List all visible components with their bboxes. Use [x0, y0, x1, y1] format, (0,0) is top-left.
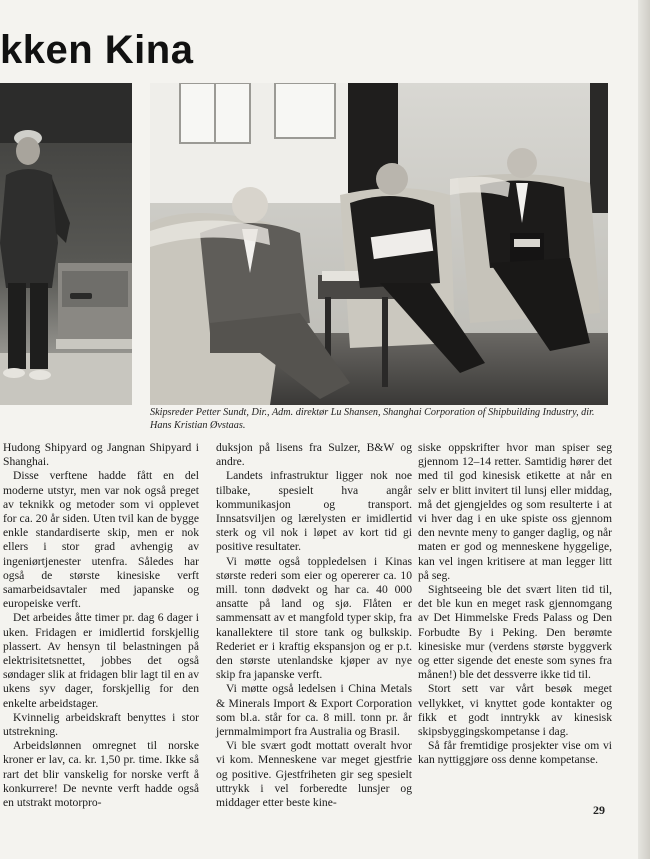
paragraph: Vi møtte også toppledelsen i Kinas største rederi som eier og opererer ca. 10 mill. tonn dødvekt og har ca. 40 000 ansatte på land og sjø. Flåten er sammensatt av et mangfold typer skip, fra kanallektere til store tank og bulkskip. Rederiet er i kraftig ekspansjon og er p.t. den største utenlandske kjøper av nye skip fra japanske verft. [216, 554, 412, 682]
photo-meeting-image [150, 83, 608, 405]
article-headline: kken Kina [0, 28, 194, 72]
paragraph: Det arbeides åtte timer pr. dag 6 dager i uken. Fridagen er imidlertid forskjellig plassert. Av hensyn til belastningen på elektrisitetsnettet, jobbes det også søndager slik at fridagen blir lagt til en av ukens syv dager, forskjellig for den enkelte arbeidstager. [3, 611, 199, 710]
paragraph: duksjon på lisens fra Sulzer, B&W og andre. [216, 441, 412, 469]
paragraph: Arbeidslønnen omregnet til norske kroner er lav, ca. kr. 1,50 pr. time. Ikke så rart det blir vanskelig for norske verft å konkurrere! De nevnte verft hadde også en utstrakt motorpro- [3, 739, 199, 810]
paragraph: Landets infrastruktur ligger nok noe tilbake, spesielt hva angår kommunikasjon og transport. Innsatsviljen og lærelysten er imidlertid sterk og vil nok i løpet av kort tid gi positive resultater. [216, 469, 412, 554]
text-column-3 [418, 441, 612, 768]
page-number: 29 [593, 803, 605, 817]
paragraph: Sightseeing ble det svært liten tid til, det ble kun en meget rask gjennomgang av Det Himmelske Freds Palass og Den Forbudte By i Peking. Den berømte kinesiske mur (verdens største byggverk og etter sigende det eneste som synes fra månen!) ble det dessverre ikke tid til. [418, 583, 612, 682]
paragraph: siske oppskrifter hvor man spiser seg gjennom 12–14 retter. Samtidig hører det med til god kinesisk etikette at når en selv er blitt invitert til lunsj eller middag, må det gjengjeldes og som resulterte i at vi hver dag i en uke spiste oss gjennom den nevnte meny to ganger daglig, og når maten er god og menneskene hyggelige, kan vel ingen kritisere at man legger litt på seg. [418, 441, 612, 582]
photo-worker [0, 83, 132, 405]
photo-meeting [150, 83, 608, 405]
text-column-2 [216, 441, 412, 810]
text-column-1 [3, 441, 199, 810]
paragraph: Kvinnelig arbeidskraft benyttes i stor utstrekning. [3, 710, 199, 739]
paragraph: Vi møtte også ledelsen i China Metals & Minerals Import & Export Corporation som bl.a. står for ca. 8 mill. tonn pr. år jernmalmimport fra Australia og Brasil. [216, 682, 412, 739]
page-edge-shadow [638, 0, 650, 859]
paragraph: Hudong Shipyard og Jangnan Shipyard i Shanghai. [3, 441, 199, 469]
paragraph: Disse verftene hadde fått en del moderne utstyr, men var nok også preget av teknikk og metoder som vi opplevet for ca. 20 år siden. Uten tvil kan de bygge enkle standardiserte skip, men er nok ellers i stor grad avhengig av ingeniørtjenester utenfra. Således har også de største kinesiske verft samarbeidsavtaler med japanske og europeiske verft. [3, 469, 199, 611]
paragraph: Så får fremtidige prosjekter vise om vi kan nyttiggjøre oss denne kompetanse. [418, 739, 612, 767]
paragraph: Stort sett var vårt besøk meget vellykket, vi knyttet gode kontakter og fikk et godt inntrykk av kinesisk skipsbyggingskompetanse i dag. [418, 682, 612, 739]
paragraph: Vi ble svært godt mottatt overalt hvor vi kom. Menneskene var meget gjestfrie og positive. Gjestfriheten gir seg spesielt uttrykk i vel forberedte lunsjer og middager etter beste kine- [216, 739, 412, 810]
photo-caption: Skipsreder Petter Sundt, Dir., Adm. direktør Lu Shansen, Shanghai Corporation of Shipbuilding Industry, dir. Hans Kristian Øvstaas. [150, 407, 595, 431]
photo-worker-image [0, 83, 132, 405]
